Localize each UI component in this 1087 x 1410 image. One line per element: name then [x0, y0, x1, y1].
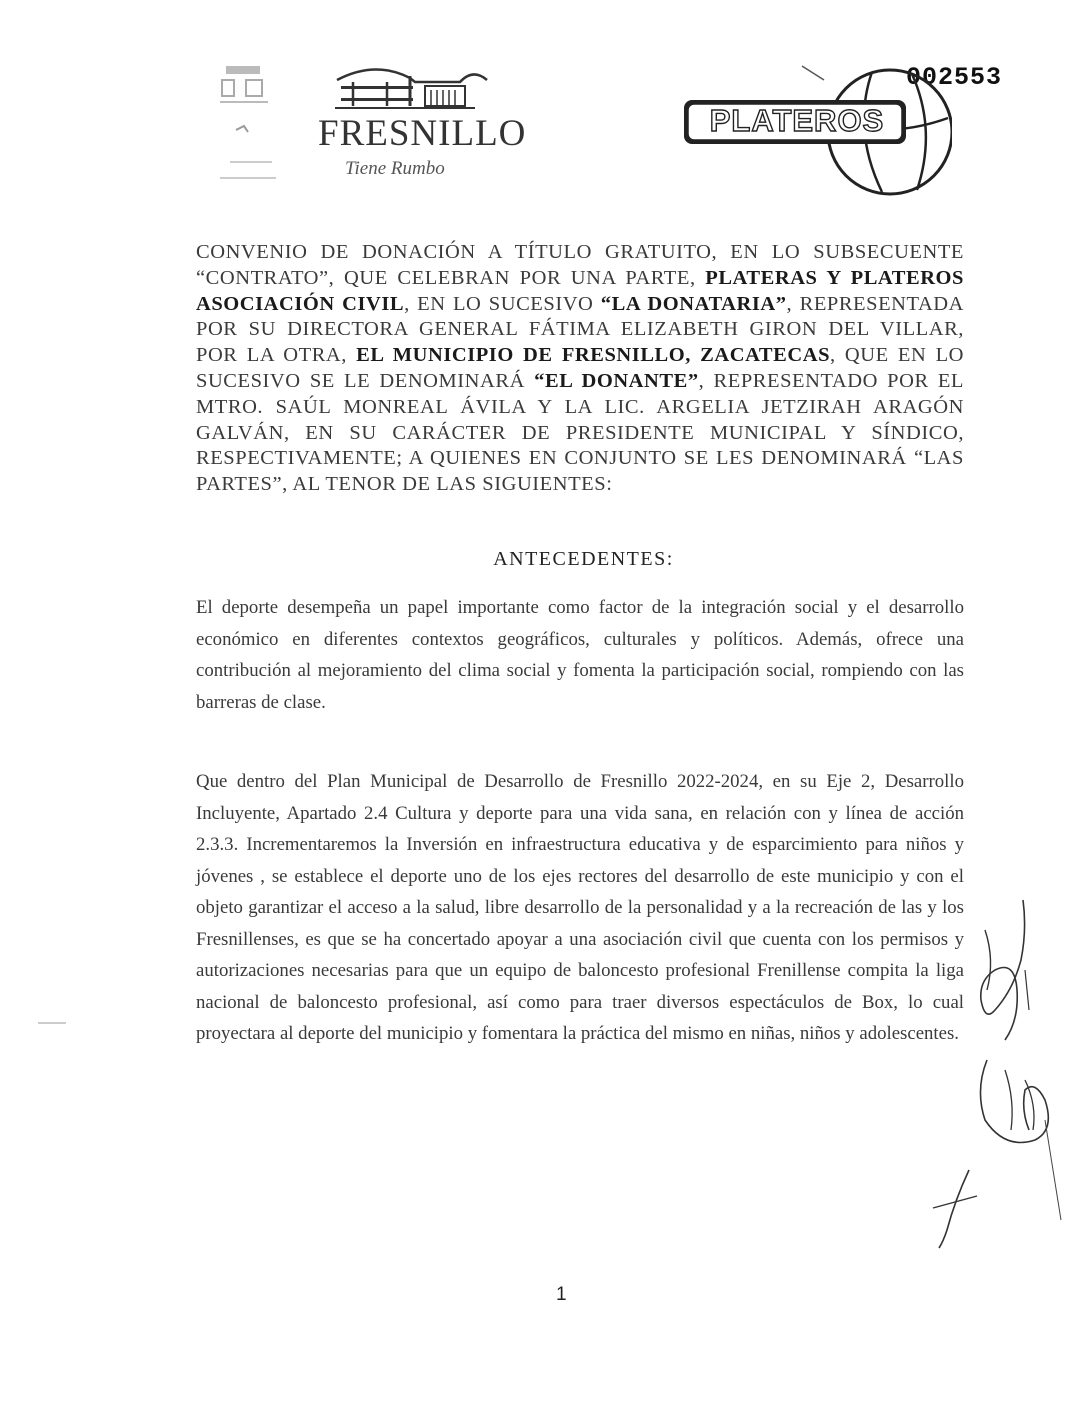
fresnillo-tagline: Tiene Rumbo — [345, 158, 445, 179]
paragraph: Que dentro del Plan Municipal de Desarrollo de Fresnillo 2022-2024, en su Eje 2, Desarrollo Incluyente, Apartado 2.4 Cultura y deporte para una vida sana, en relación con y línea de acción 2.3.3. Incrementaremos la Inversión en infraestructura educativa y de esparcimiento para niños y jóvenes , se establece el deporte uno de los ejes rectores del desarrollo de este municipio y con el objeto garantizar el acceso a la salud, libre desarrollo de la personalidad y a la recreación de las y los Fresnillenses, es que se ha concertado apoyar a una asociación civil que cuenta con los permisos y autorizaciones necesarias para que un equipo de baloncesto profesional Frenillense compita la liga nacional de baloncesto profesional, así como para traer diversos espectáculos de Box, lo cual proyectara al deporte del municipio y fomentara la práctica del mismo en niñas, niños y adolescentes. — [196, 771, 964, 1044]
page-number: 1 — [556, 1284, 567, 1305]
title-text: CONVENIO DE DONACIÓN A TÍTULO GRATUITO, EN LO SUBSECUENTE “CONTRATO”, QUE CELEBRAN POR UNA PARTE, — [196, 241, 964, 289]
title-text: , REPRESENTADO POR EL MTRO. SAÚL MONREAL ÁVILA Y LA LIC. ARGELIA JETZIRAH ARAGÓN GALVÁN, EN SU CARÁCTER DE PRESIDENTE MUNICIPAL Y SÍNDICO, RESPECTIVAMENTE; A QUIENES EN CONJUNTO SE LES DENOMINARÁ “LAS PARTES”, AL TENOR DE LAS SIGUIENTES: — [196, 369, 965, 496]
signature-icon — [925, 890, 1065, 1250]
section-heading-text: ANTECEDENTES: — [493, 548, 674, 570]
title-text: , QUE EN LO SUCESIVO SE LE DENOMINARÁ — [196, 344, 964, 392]
document-number: 002553 — [906, 63, 1003, 92]
plateros-logo-text: PLATEROS — [709, 103, 885, 138]
municipal-seal-icon — [212, 62, 282, 187]
title-bold-donataria: “LA DONATARIA” — [600, 292, 787, 315]
title-text: , EN LO SUCESIVO — [404, 292, 601, 315]
paragraph: El deporte desempeña un papel importante como factor de la integración social y el desarrollo económico en diferentes contextos geográficos, culturales y políticos. Además, ofrece una contribución al mejoramiento del clima social y fomenta la participación social, rompiendo con las barreras de clase. — [196, 597, 964, 713]
title-bold-donante: “EL DONANTE” — [534, 369, 699, 392]
fresnillo-name: FRESNILLO — [318, 113, 527, 154]
title-bold-donataria-name: PLATERAS Y PLATEROS ASOCIACIÓN CIVIL — [196, 266, 964, 315]
title-bold-municipio: EL MUNICIPIO DE FRESNILLO, ZACATECAS — [356, 344, 831, 367]
margin-mark — [38, 1022, 66, 1024]
contract-title-block — [196, 240, 964, 498]
section-heading — [0, 548, 1087, 571]
title-text: , REPRESENTADA POR SU DIRECTORA GENERAL FÁTIMA ELIZABETH GIRON DEL VILLAR, POR LA OTRA, — [196, 292, 965, 367]
